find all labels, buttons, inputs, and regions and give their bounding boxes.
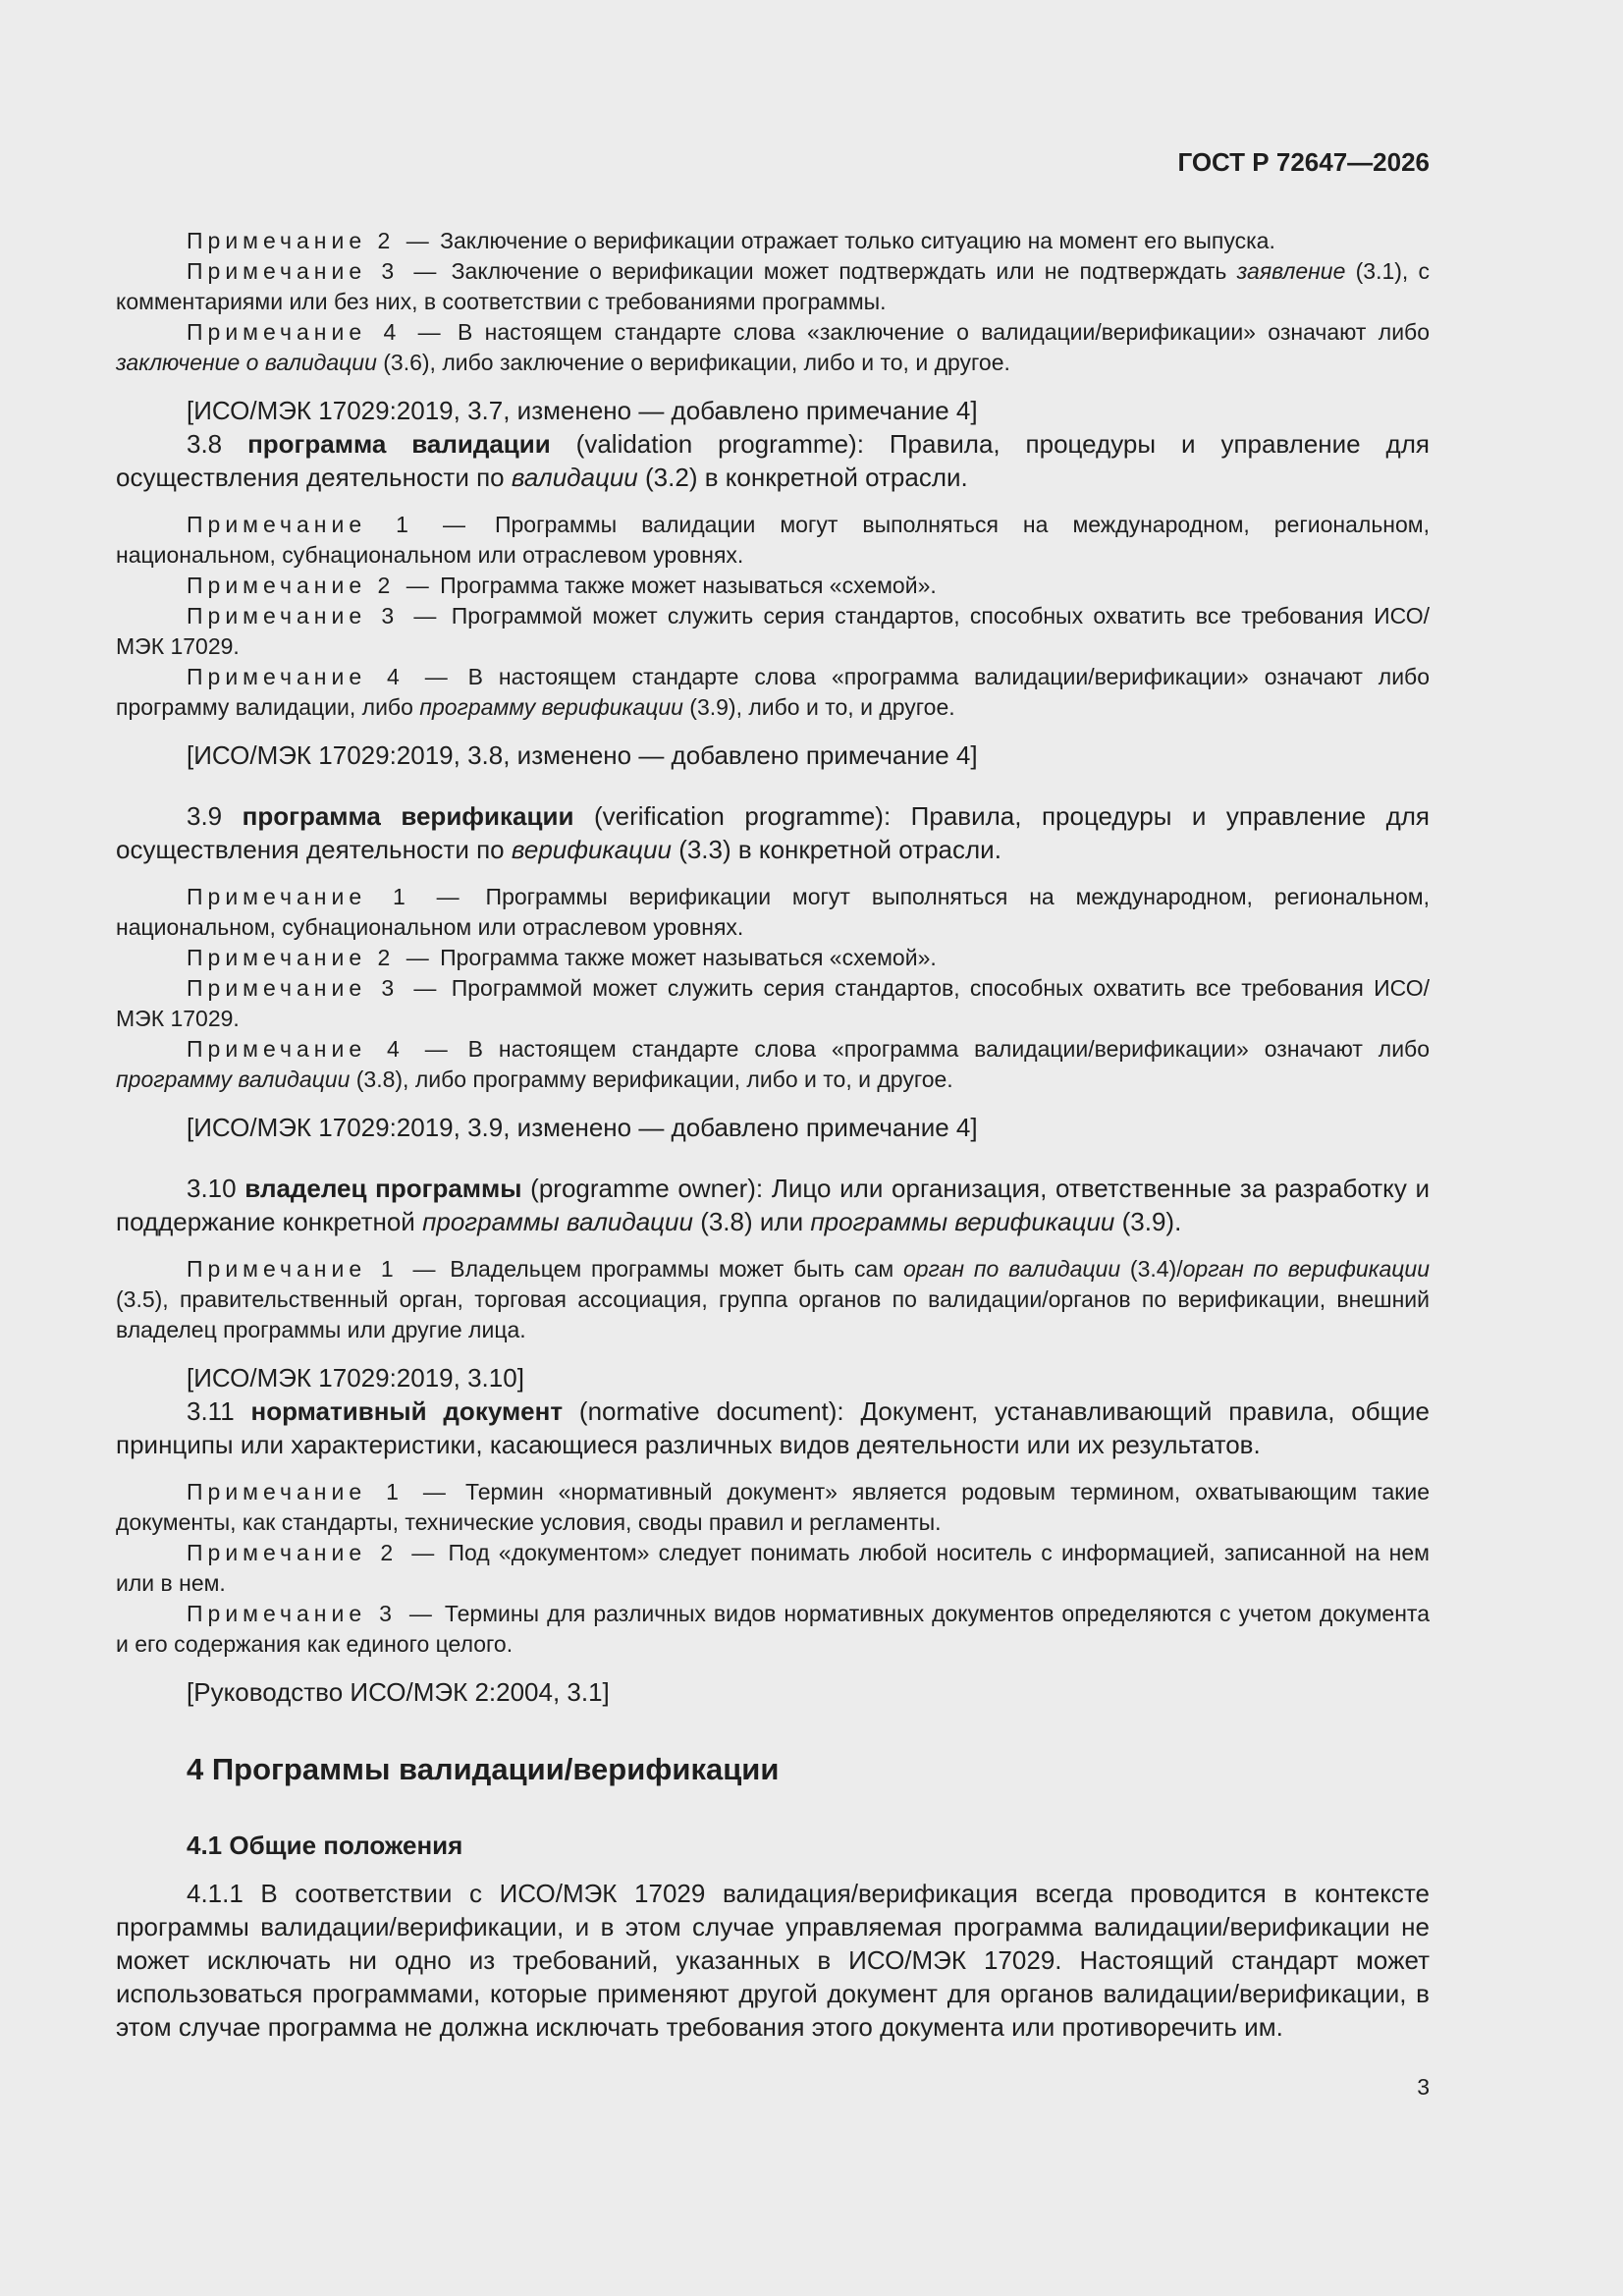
- term-title: программа валидации: [247, 429, 551, 459]
- note-3-9-2: Примечание 2 — Программа также может называться «схемой».: [187, 945, 937, 970]
- note-3-7-4: Примечание 4 — В настоящем стандарте слова «заключение о валидации/верификации» означают либо заключение о валидации (3.6), либо заключение о верификации, либо и то, и другое.: [116, 319, 1431, 375]
- paragraph-4-1-1: 4.1.1 В соответствии с ИСО/МЭК 17029 валидация/верификация всегда проводится в контексте программы валидации/верификации, и в этом случае управляемая программа валидации/верификации не может исключать ни одно из требований, указанных в ИСО/МЭК 17029. Настоящий стандарт может использоваться программами, которые применяют другой документ для органов валидации/верификации, в этом случае программа не должна исключать требования этого документа или противоречить им.: [116, 1879, 1430, 2042]
- term-title: нормативный документ: [250, 1396, 564, 1426]
- note-3-9-4: Примечание 4 — В настоящем стандарте слова «программа валидации/верификации» означают либо программу валидации (3.8), либо программу верификации, либо и то, и другое.: [116, 1036, 1431, 1092]
- section-heading: 4 Программы валидации/верификации: [187, 1752, 780, 1786]
- document-code: ГОСТ Р 72647—2026: [1177, 147, 1430, 177]
- term-title: программа верификации: [242, 801, 574, 831]
- term-3-8: 3.8 программа валидации (validation programme): Правила, процедуры и управление для осуществления деятельности по валидации (3.2) в конкретной отрасли.: [116, 429, 1430, 492]
- note-3-8-1: Примечание 1 — Программы валидации могут выполняться на международном, региональном, национальном, субнациональном или отраслевом уровнях.: [116, 512, 1430, 568]
- note-3-9-3: Примечание 3 — Программой может служить серия стандартов, способных охватить все требования ИСО/МЭК 17029.: [116, 975, 1431, 1031]
- note-3-11-3: Примечание 3 — Термины для различных видов нормативных документов определяются с учетом документа и его содержания как единого целого.: [116, 1601, 1430, 1657]
- note-3-8-3: Примечание 3 — Программой может служить серия стандартов, способных охватить все требования ИСО/МЭК 17029.: [116, 603, 1431, 659]
- source-3-8: [ИСО/МЭК 17029:2019, 3.8, изменено — добавлено примечание 4]: [187, 740, 978, 770]
- note-3-7-3: Примечание 3 — Заключение о верификации может подтверждать или не подтверждать заявление (3.1), с комментариями или без них, в соответствии с требованиями программы.: [116, 258, 1431, 314]
- term-title: владелец программы: [244, 1174, 522, 1203]
- note-3-8-4: Примечание 4 — В настоящем стандарте слова «программа валидации/верификации» означают либо программу валидации, либо программу верификации (3.9), либо и то, и другое.: [116, 664, 1431, 720]
- term-3-9: 3.9 программа верификации (verification programme): Правила, процедуры и управление для осуществления деятельности по верификации (3.3) в конкретной отрасли.: [116, 801, 1431, 864]
- source-3-7: [ИСО/МЭК 17029:2019, 3.7, изменено — добавлено примечание 4]: [187, 396, 978, 425]
- source-3-11: [Руководство ИСО/МЭК 2:2004, 3.1]: [187, 1677, 610, 1707]
- note-3-10-1: Примечание 1 — Владельцем программы может быть сам орган по валидации (3.4)/орган по верификации (3.5), правительственный орган, торговая ассоциация, группа органов по валидации/органов по верификации, внешний владелец программы или другие лица.: [116, 1256, 1431, 1342]
- note-3-11-2: Примечание 2 — Под «документом» следует понимать любой носитель с информацией, записанной на нем или в нем.: [116, 1540, 1430, 1596]
- note-3-9-1: Примечание 1 — Программы верификации могут выполняться на международном, региональном, национальном, субнациональном или отраслевом уровнях.: [116, 884, 1431, 940]
- source-3-10: [ИСО/МЭК 17029:2019, 3.10]: [187, 1363, 524, 1393]
- note-3-8-2: Примечание 2 — Программа также может называться «схемой».: [187, 573, 937, 598]
- source-3-9: [ИСО/МЭК 17029:2019, 3.9, изменено — добавлено примечание 4]: [187, 1113, 978, 1142]
- page-number: 3: [1417, 2074, 1430, 2100]
- subsection-heading: 4.1 Общие положения: [187, 1831, 463, 1860]
- note-3-11-1: Примечание 1 — Термин «нормативный документ» является родовым термином, охватывающим такие документы, как стандарты, технические условия, своды правил и регламенты.: [116, 1479, 1431, 1535]
- page-content: [116, 226, 1430, 2044]
- term-3-10: 3.10 владелец программы (programme owner): Лицо или организация, ответственные за разработку и поддержание конкретной программы валидации (3.8) или программы верификации (3.9).: [116, 1174, 1431, 1236]
- note-3-7-2: Примечание 2 — Заключение о верификации отражает только ситуацию на момент его выпуска.: [187, 228, 1275, 253]
- term-3-11: 3.11 нормативный документ (normative document): Документ, устанавливающий правила, общие принципы или характеристики, касающиеся различных видов деятельности или их результатов.: [116, 1396, 1431, 1459]
